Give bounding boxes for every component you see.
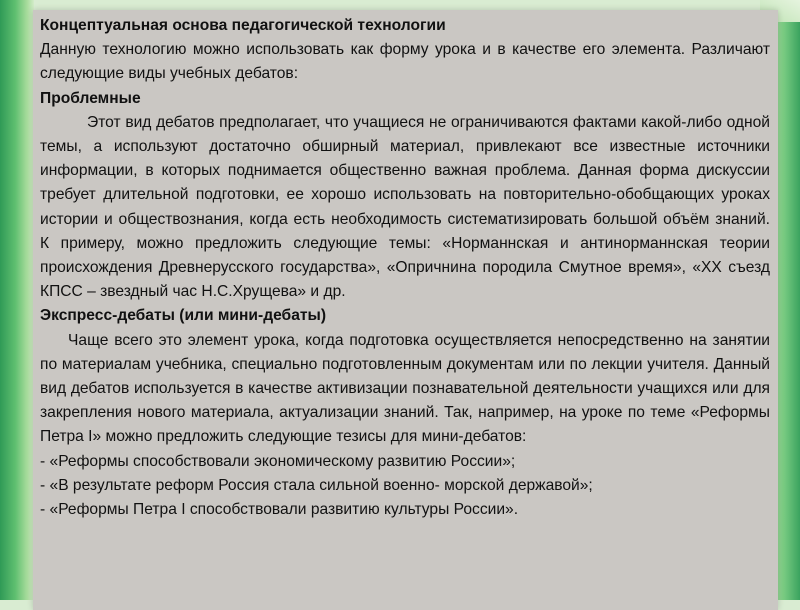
section-body-problem: Этот вид дебатов предполагает, что учащиеся не ограничиваются фактами какой-либо одной темы, а используют достаточно обширный материал, привлекают все известные источники информации, в которых поднимается общественно важная проблема. Данная форма дискуссии требует длительной подготовки, ее хорошо использовать на повторительно-обобщающих уроках истории и обществознания, когда есть необходимость систематизировать большой объём знаний. К примеру, можно предложить следующие темы: «Норманнская и антинорманнская теории происхождения Древнерусского государства», «Опричнина породила Смутное время», «XX съезд КПСС – звездный час Н.С.Хрущева» и др.: [40, 113, 770, 301]
section-body-express: Чаще всего это элемент урока, когда подготовка осуществляется непосредственно на занятии по материалам учебника, специально подготовленным документам или по лекции учителя. Данный вид дебатов используется в качестве активизации познавательной деятельности учащихся или для закрепления нового материала, актуализации знаний. Так, например, на уроке по теме «Реформы Петра I» можно предложить следующие тезисы для мини-дебатов:: [40, 331, 770, 446]
thesis-item: - «Реформы способствовали экономическому развитию России»;: [40, 452, 516, 470]
section-heading-express: Экспресс-дебаты (или мини-дебаты): [40, 307, 327, 325]
intro-paragraph: Данную технологию можно использовать как форму урока и в качестве его элемента. Различают следующие виды учебных дебатов:: [40, 41, 770, 83]
slide-title: Концептуальная основа педагогической технологии: [40, 17, 446, 34]
background-left-gradient: [0, 0, 34, 600]
thesis-item: - «В результате реформ Россия стала сильной военно- морской державой»;: [40, 476, 593, 494]
slide-content: [40, 14, 770, 522]
section-heading-problem: Проблемные: [40, 89, 141, 107]
thesis-item: - «Реформы Петра I способствовали развитию культуры России».: [40, 501, 519, 519]
